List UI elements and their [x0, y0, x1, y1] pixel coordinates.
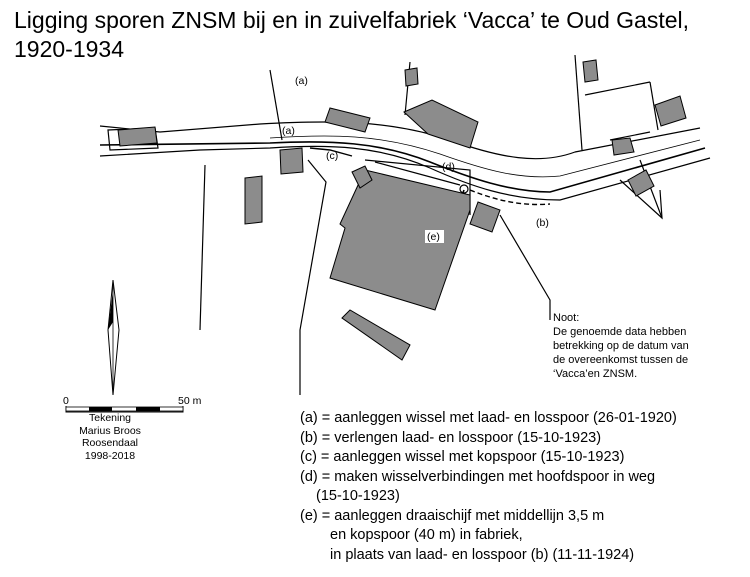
- building-north-5: [655, 96, 686, 126]
- building-north-3: [405, 68, 418, 86]
- building-south-1: [470, 202, 500, 232]
- label-e-box: [425, 230, 444, 243]
- south-parcel-right: [500, 215, 550, 320]
- south-parcel-left: [200, 165, 205, 330]
- building-north-4: [583, 60, 598, 82]
- note-box: [553, 311, 689, 381]
- building-left-2: [245, 176, 262, 224]
- label-d: (d): [442, 161, 455, 173]
- building-north-2: [325, 108, 370, 132]
- legend-item-b: (b) = verlengen laad- en losspoor (15-10-1923): [300, 429, 602, 446]
- north-plot-line-1: [270, 70, 282, 140]
- legend-item-e-line3: in plaats van laad- en losspoor (b) (11-11-1924): [330, 546, 635, 563]
- north-plot-line-4: [585, 82, 650, 95]
- title-line-2: 1920-1934: [14, 36, 124, 62]
- drawing-credit: [60, 412, 160, 462]
- scale-start-label: 0: [63, 395, 69, 407]
- legend-item-d-date: (15-10-1923): [316, 488, 400, 504]
- note-line: De genoemde data hebben: [553, 326, 687, 338]
- note-line: ‘Vacca’en ZNSM.: [553, 368, 638, 380]
- note-line: de overeenkomst tussen de: [553, 354, 689, 366]
- legend-item-e-line2: en kopspoor (40 m) in fabriek,: [330, 527, 523, 543]
- note-line: Noot:: [553, 312, 580, 324]
- building-south-2: [628, 170, 654, 196]
- factory-vacca: [330, 170, 470, 310]
- building-left-1: [280, 148, 303, 174]
- road-north-edge: [100, 122, 700, 159]
- north-plot-line-3: [575, 55, 582, 150]
- north-arrow-icon: [108, 280, 119, 395]
- credit-line: Marius Broos: [79, 424, 141, 437]
- legend: [300, 409, 677, 565]
- scale-bar: [63, 395, 202, 412]
- south-parcel-mid: [300, 160, 326, 395]
- credit-line: Tekening: [88, 412, 132, 424]
- label-b: (b): [536, 217, 549, 229]
- label-c: (c): [326, 150, 339, 162]
- note-line: betrekking op de datum van: [553, 340, 689, 352]
- building-north-6: [612, 138, 634, 155]
- label-e: (e): [427, 231, 440, 243]
- title-line-1: Ligging sporen ZNSM bij en in zuivelfabriek ‘Vacca’ te Oud Gastel,: [14, 7, 689, 33]
- label-a-north: (a): [295, 75, 308, 87]
- label-a-road: (a): [282, 125, 295, 137]
- credit-line: 1998-2018: [84, 449, 136, 462]
- credit-line: Roosendaal: [81, 437, 139, 449]
- legend-item-d: (d) = maken wisselverbindingen met hoofdspoor in weg: [300, 468, 656, 485]
- legend-item-c: (c) = aanleggen wissel met kopspoor (15-10-1923): [300, 449, 625, 465]
- building-north-1: [404, 100, 478, 148]
- legend-item-a: (a) = aanleggen wissel met laad- en losspoor (26-01-1920): [300, 410, 677, 426]
- scale-end-label: 50 m: [178, 395, 202, 407]
- building-south-3: [342, 310, 410, 360]
- legend-item-e: (e) = aanleggen draaischijf met middellijn 3,5 m: [300, 507, 605, 524]
- building-left-3: [118, 127, 157, 146]
